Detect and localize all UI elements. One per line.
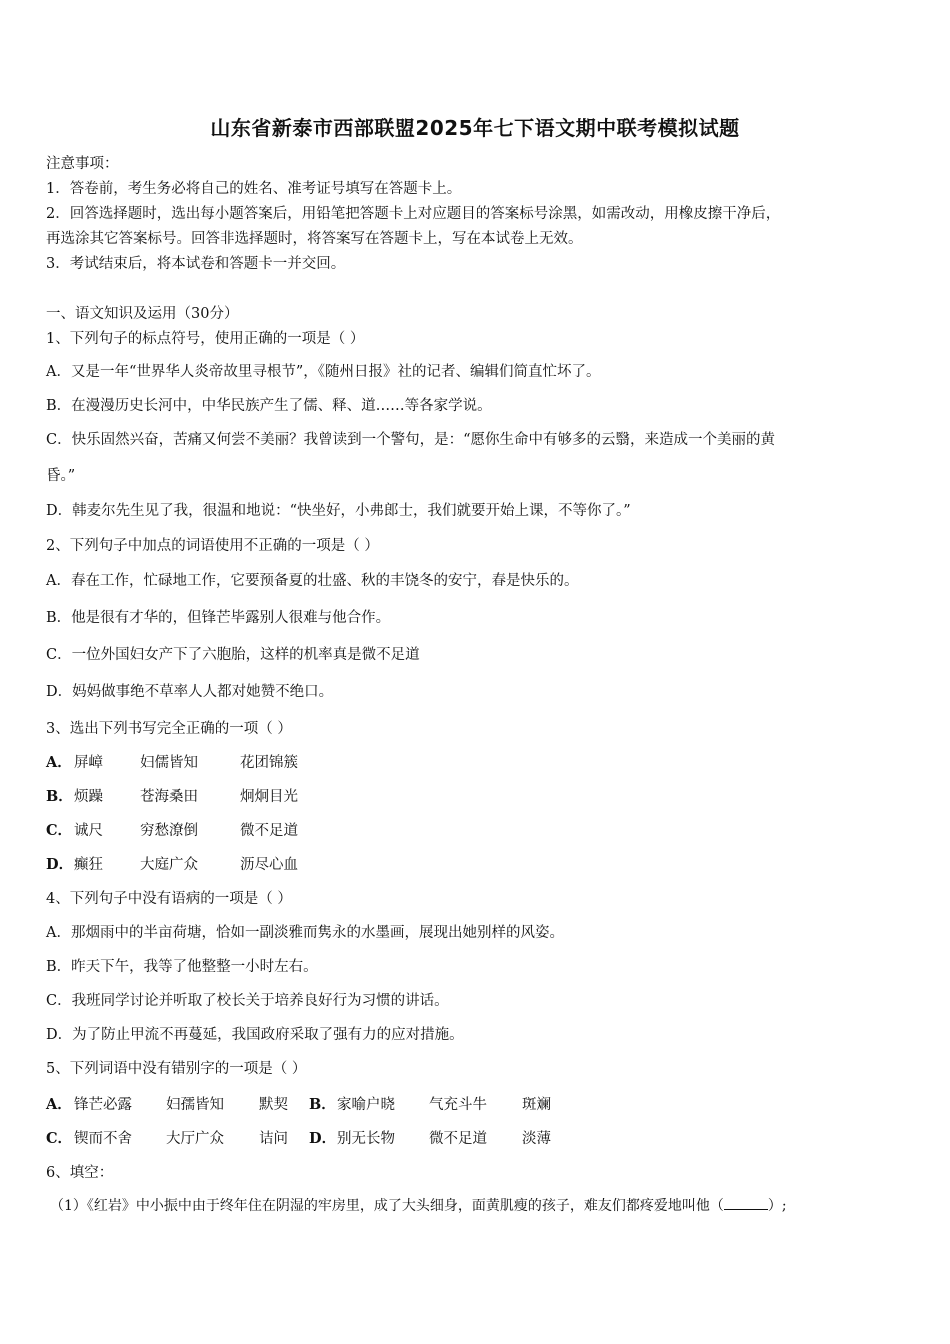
- option-word: 斑斓: [522, 1097, 551, 1113]
- option-b: B．他是很有才华的，但锋芒毕露别人很难与他合作。: [46, 610, 391, 626]
- option-word: 锋芒必露: [74, 1097, 132, 1113]
- option-c-continued: 昏。”: [46, 468, 76, 484]
- option-word: 妇儒皆知: [140, 755, 198, 771]
- option-a: A．春在工作，忙碌地工作，它要预备夏的壮盛、秋的丰饶冬的安宁，春是快乐的。: [46, 573, 579, 589]
- option-word: 屏嶂: [74, 755, 103, 771]
- notice-item: 再选涂其它答案标号。回答非选择题时，将答案写在答题卡上，写在本试卷上无效。: [46, 231, 583, 247]
- option-label: A．: [46, 1096, 72, 1113]
- option-d: D．妈妈做事绝不草率人人都对她赞不绝口。: [46, 684, 334, 700]
- notice-item: 1．答卷前，考生务必将自己的姓名、准考证号填写在答题卡上。: [46, 181, 462, 197]
- option-word: 穷愁潦倒: [140, 823, 198, 839]
- option-word: 妇孺皆知: [166, 1097, 224, 1113]
- page-title: 山东省新泰市西部联盟2025年七下语文期中联考模拟试题: [210, 116, 740, 140]
- option-c: C．一位外国妇女产下了六胞胎，这样的机率真是微不足道: [46, 647, 420, 663]
- option-word: 诚尺: [74, 823, 103, 839]
- question-stem: 4、下列句子中没有语病的一项是（ ）: [46, 891, 292, 907]
- option-row: [46, 1127, 551, 1148]
- option-c: C．我班同学讨论并听取了校长关于培养良好行为习惯的讲话。: [46, 993, 449, 1009]
- fill-in-text: （1）《红岩》中小振中由于终年住在阴湿的牢房里，成了大头细身，面黄肌瘦的孩子，难友们都疼爱地叫他（: [50, 1198, 724, 1214]
- option-word: 大庭广众: [140, 857, 198, 873]
- option-label: B．: [309, 1096, 336, 1113]
- option-word: 诘问: [259, 1131, 288, 1147]
- option-word: 锲而不舍: [74, 1131, 132, 1147]
- option-word: 花团锦簇: [240, 755, 298, 771]
- option-word: 默契: [259, 1097, 288, 1113]
- fill-in-item: [50, 1195, 787, 1215]
- question-stem: 3、选出下列书写完全正确的一项（ ）: [46, 721, 292, 737]
- option-label: D．: [46, 856, 74, 873]
- option-word: 别无长物: [337, 1131, 395, 1147]
- option-b: B．昨天下午，我等了他整整一小时左右。: [46, 959, 318, 975]
- section-heading: 一、语文知识及运用（30分）: [46, 306, 239, 322]
- question-stem: 5、下列词语中没有错别字的一项是（ ）: [46, 1061, 307, 1077]
- option-row: [46, 785, 298, 806]
- option-word: 大厅广众: [166, 1131, 224, 1147]
- option-label: B．: [46, 788, 73, 805]
- option-word: 炯炯目光: [240, 789, 298, 805]
- option-word: 微不足道: [240, 823, 298, 839]
- question-stem: 6、填空：: [46, 1165, 114, 1181]
- option-word: 气充斗牛: [429, 1097, 487, 1113]
- option-word: 烦躁: [74, 789, 103, 805]
- question-stem: 1、下列句子的标点符号，使用正确的一项是（ ）: [46, 331, 365, 347]
- fill-in-end: ）;: [767, 1198, 787, 1214]
- answer-blank[interactable]: [724, 1195, 768, 1210]
- option-word: 家喻户晓: [337, 1097, 395, 1113]
- option-word: 苍海桑田: [140, 789, 198, 805]
- option-row: [46, 819, 298, 840]
- notice-heading: 注意事项：: [46, 156, 119, 172]
- option-label: A．: [46, 754, 72, 771]
- option-row: [46, 853, 298, 874]
- option-label: C．: [46, 822, 73, 839]
- option-row: [46, 1093, 551, 1114]
- option-word: 癫狂: [74, 857, 103, 873]
- option-label: C．: [46, 1130, 73, 1147]
- option-a: A．又是一年“世界华人炎帝故里寻根节”，《随州日报》社的记者、编辑们简直忙坏了。: [46, 364, 601, 380]
- notice-item: 3．考试结束后，将本试卷和答题卡一并交回。: [46, 256, 346, 272]
- option-b: B．在漫漫历史长河中，中华民族产生了儒、释、道……等各家学说。: [46, 398, 492, 414]
- option-d: D．韩麦尔先生见了我，很温和地说：“快坐好，小弗郎士，我们就要开始上课，不等你了。”: [46, 503, 631, 519]
- option-a: A．那烟雨中的半亩荷塘，恰如一副淡雅而隽永的水墨画，展现出她别样的风姿。: [46, 925, 564, 941]
- notice-item: 2．回答选择题时，选出每小题答案后，用铅笔把答题卡上对应题目的答案标号涂黑，如需改动，用橡皮擦干净后，: [46, 206, 781, 222]
- option-d: D．为了防止甲流不再蔓延，我国政府采取了强有力的应对措施。: [46, 1027, 464, 1043]
- option-word: 淡薄: [522, 1131, 551, 1147]
- question-stem: 2、下列句子中加点的词语使用不正确的一项是（ ）: [46, 538, 379, 554]
- option-row: [46, 751, 298, 772]
- option-word: 沥尽心血: [240, 857, 298, 873]
- option-word: 微不足道: [429, 1131, 487, 1147]
- option-c: C．快乐固然兴奋，苦痛又何尝不美丽？我曾读到一个警句，是：“愿你生命中有够多的云翳，来造成一个美丽的黄: [46, 432, 776, 448]
- option-label: D．: [309, 1130, 337, 1147]
